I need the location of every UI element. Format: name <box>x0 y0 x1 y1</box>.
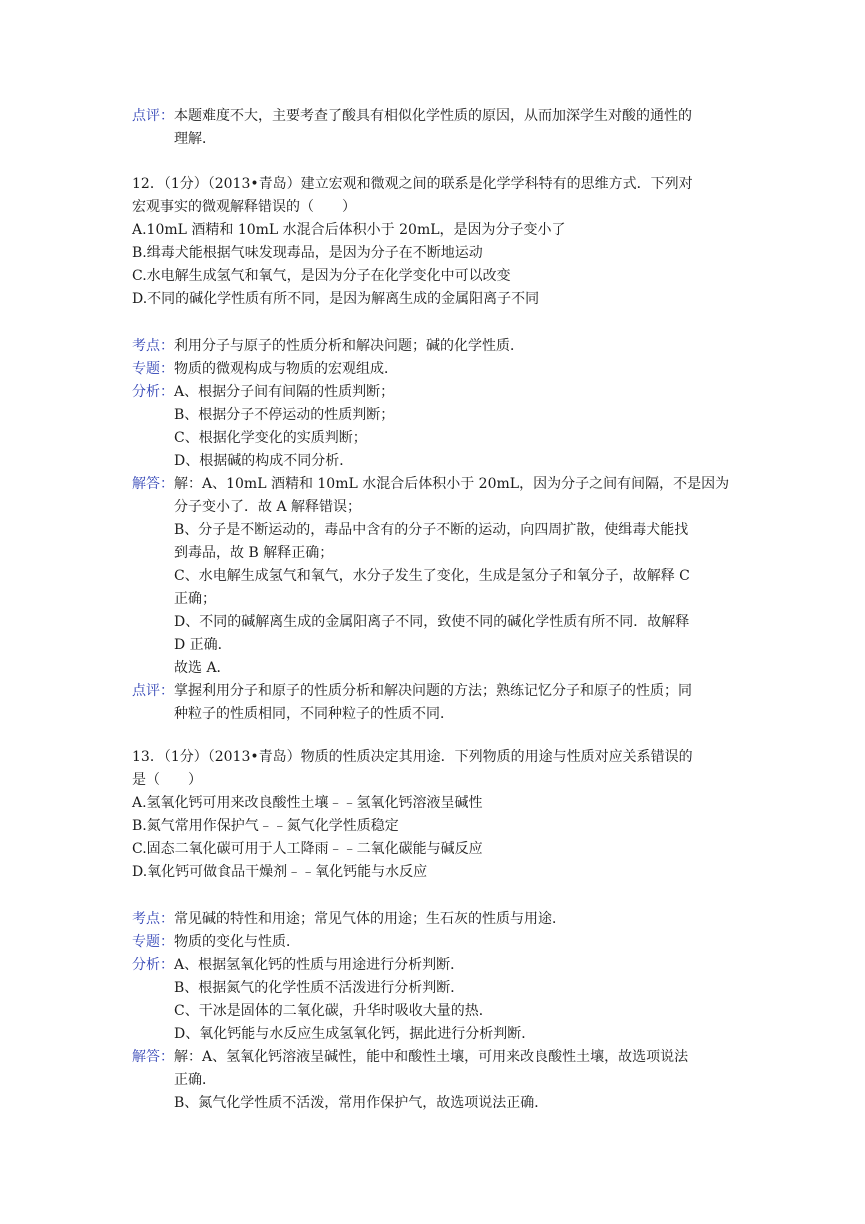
fenxi-line: B、根据氮气的化学性质不活泼进行分析判断． <box>174 980 465 996</box>
jieda-row <box>132 1046 744 1115</box>
dianping-line: 掌握利用分子和原子的性质分析和解决问题的方法；熟练记忆分子和原子的性质；同 <box>174 683 692 699</box>
jieda-line: 故选 A． <box>174 660 231 676</box>
stem-line: 12．（1分）（2013•青岛）建立宏观和微观之间的联系是化学学科特有的思维方式．下列对 <box>132 176 693 192</box>
zhuanti-label: 专题： <box>132 934 174 950</box>
fenxi-row <box>132 381 744 473</box>
zhuanti-text: 物质的微观构成与物质的宏观组成． <box>174 361 398 377</box>
fenxi-line: A、根据氢氧化钙的性质与用途进行分析判断． <box>174 957 465 973</box>
option-b: B.氮气常用作保护气﹣﹣氮气化学性质稳定 <box>132 818 399 834</box>
jieda-label: 解答： <box>132 1049 174 1065</box>
fenxi-label: 分析： <box>132 384 174 400</box>
zhuanti-row <box>132 358 744 381</box>
fenxi-line: B、根据分子不停运动的性质判断； <box>174 407 395 423</box>
question-13-stem <box>132 746 744 792</box>
jieda-line: C、水电解生成氢气和氧气，水分子发生了变化，生成是氢分子和氧分子，故解释 C <box>174 568 690 584</box>
option-d: D.氧化钙可做食品干燥剂﹣﹣氧化钙能与水反应 <box>132 864 428 880</box>
zhuanti-label: 专题： <box>132 361 174 377</box>
jieda-line: 分子变小了．故 A 解释错误； <box>174 499 362 515</box>
option-b: B.缉毒犬能根据气味发现毒品，是因为分子在不断地运动 <box>132 245 483 261</box>
comment-label: 点评： <box>132 108 174 124</box>
jieda-label: 解答： <box>132 476 174 492</box>
jieda-line: D、不同的碱解离生成的金属阳离子不同，致使不同的碱化学性质有所不同．故解释 <box>174 614 690 630</box>
kaodian-row <box>132 335 744 358</box>
comment-line: 本题难度不大，主要考查了酸具有相似化学性质的原因，从而加深学生对酸的通性的 <box>174 108 692 124</box>
stem-line: 13．（1分）（2013•青岛）物质的性质决定其用途．下列物质的用途与性质对应关系错误的 <box>132 749 693 765</box>
zhuanti-row <box>132 931 744 954</box>
jieda-line: 到毒品，故 B 解释正确； <box>174 545 334 561</box>
kaodian-text: 常见碱的特性和用途；常见气体的用途；生石灰的性质与用途． <box>174 911 566 927</box>
stem-line: 是（ ） <box>132 772 202 788</box>
stem-line: 宏观事实的微观解释错误的（ ） <box>132 199 356 215</box>
question-13-options <box>132 792 744 884</box>
option-a: A.氢氧化钙可用来改良酸性土壤﹣﹣氢氧化钙溶液呈碱性 <box>132 795 483 811</box>
jieda-line: 解：A、氢氧化钙溶液呈碱性，能中和酸性土壤，可用来改良酸性土壤，故选项说法 <box>174 1049 689 1065</box>
question-12-options <box>132 219 744 311</box>
jieda-line: 解：A、10mL 酒精和 10mL 水混合后体积小于 20mL，因为分子之间有间隔，不是因为 <box>174 476 730 492</box>
kaodian-row <box>132 908 744 931</box>
option-c: C.水电解生成氢气和氧气，是因为分子在化学变化中可以改变 <box>132 268 511 284</box>
prev-comment-block <box>132 105 744 151</box>
jieda-line: B、分子是不断运动的，毒品中含有的分子不断的运动，向四周扩散，使缉毒犬能找 <box>174 522 689 538</box>
fenxi-line: C、根据化学变化的实质判断； <box>174 430 367 446</box>
question-12-stem <box>132 173 744 219</box>
option-c: C.固态二氧化碳可用于人工降雨﹣﹣二氧化碳能与碱反应 <box>132 841 483 857</box>
zhuanti-text: 物质的变化与性质． <box>174 934 300 950</box>
jieda-line: B、氮气化学性质不活泼，常用作保护气，故选项说法正确． <box>174 1095 549 1111</box>
dianping-label: 点评： <box>132 683 174 699</box>
question-12-analysis <box>132 335 744 726</box>
option-a: A.10mL 酒精和 10mL 水混合后体积小于 20mL，是因为分子变小了 <box>132 222 566 238</box>
fenxi-row <box>132 954 744 1046</box>
kaodian-label: 考点： <box>132 338 174 354</box>
fenxi-line: D、氧化钙能与水反应生成氢氧化钙，据此进行分析判断． <box>174 1026 536 1042</box>
question-13-analysis <box>132 908 744 1115</box>
kaodian-text: 利用分子与原子的性质分析和解决问题；碱的化学性质． <box>174 338 524 354</box>
kaodian-label: 考点： <box>132 911 174 927</box>
comment-line: 理解． <box>174 131 216 147</box>
fenxi-label: 分析： <box>132 957 174 973</box>
jieda-line: D 正确． <box>174 637 232 653</box>
fenxi-line: C、干冰是固体的二氧化碳，升华时吸收大量的热． <box>174 1003 493 1019</box>
jieda-line: 正确． <box>174 1072 216 1088</box>
option-d: D.不同的碱化学性质有所不同，是因为解离生成的金属阳离子不同 <box>132 291 540 307</box>
fenxi-line: D、根据碱的构成不同分析． <box>174 453 354 469</box>
dianping-line: 种粒子的性质相同，不同种粒子的性质不同． <box>174 706 454 722</box>
dianping-row <box>132 680 744 726</box>
fenxi-line: A、根据分子间有间隔的性质判断； <box>174 384 395 400</box>
jieda-row <box>132 473 744 680</box>
jieda-line: 正确； <box>174 591 216 607</box>
